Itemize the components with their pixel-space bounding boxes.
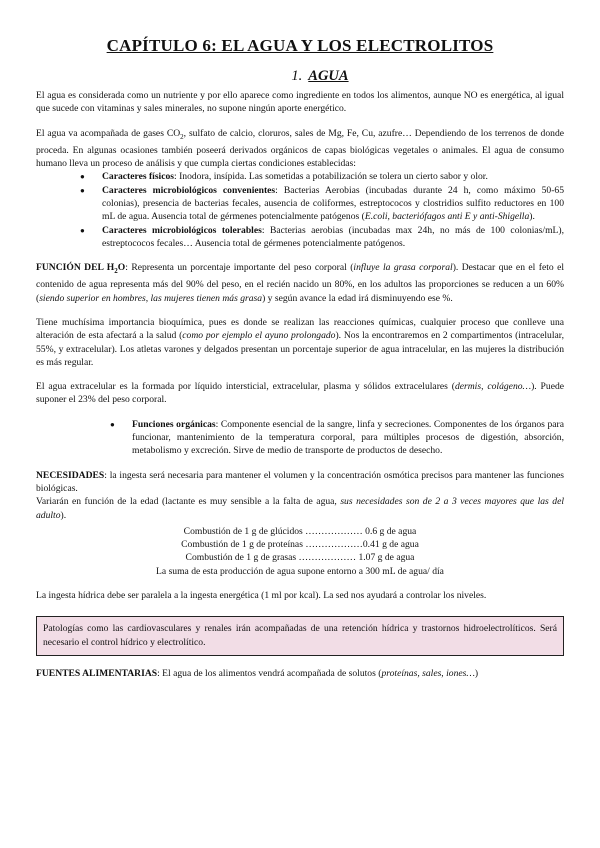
characters-list [36,170,564,250]
funcion-paragraph: FUNCIÓN DEL $H_2O$: Representa un porcentaje importante del peso corporal (influye la grasa corporal). Destacar que en el feto el contenido de agua representa más del 90% del peso, en el recién nacido un 80%, en los adultos las proporciones se reducen a un 60% (siendo superior en hombres, las mujeres tienen más grasa) y según avance la edad irá disminuyendo ese %. [36,262,564,304]
importancia-paragraph: Tiene muchísima importancia bioquímica, pues es donde se realizan las reacciones químicas, cualquier proceso que conlleve una alteración de esta afectará a la salud (como por ejemplo el ayuno prolongado). Nos la encontraremos en 2 compartimentos (intracelular, 55%, y extracelular). Los atletas varones y delgados presentan un porcentaje superior de agua intracelular, en las mujeres la distribución es más regular. [36,316,564,368]
combustion-total: La suma de esta producción de agua supone entorno a 300 mL de agua/ día [156,565,444,577]
note-box [36,616,564,656]
combustion-line: Combustión de 1 g de proteínas ………………0.41 g de agua [181,539,419,551]
intro-paragraph: El agua es considerada como un nutriente y por ello aparece como ingrediente en todos los alimentos, aunque NO es energética, al igual que sucede con vitaminas y sales minerales, no supone ningún aporte energético. [36,90,564,115]
section-number: 1. [291,68,303,84]
list-item: ● Funciones orgánicas: Componente esencial de la sangre, linfa y secreciones. Componentes de los órganos para funcionar, mantenimiento de la temperatura corporal, para múltiples procesos de digestión, absorción, metabolismo y excreción. Sirve de medio de transporte de productos de desecho. [132,418,564,458]
fuentes-paragraph: FUENTES ALIMENTARIAS: El agua de los alimentos vendrá acompañada de solutos (proteínas, sales, iones…) [36,667,479,679]
combustion-table [36,525,564,578]
ingesta-paragraph: La ingesta hídrica debe ser paralela a la ingesta energética (1 ml por kcal). La sed nos ayudará a controlar los niveles. [36,590,487,602]
combustion-line: Combustión de 1 g de grasas ……………… 1.07 g de agua [185,552,415,564]
organicas-list [36,418,564,458]
gases-paragraph: El agua va acompañada de gases $CO_2$, sulfato de calcio, cloruros, sales de Mg, Fe, Cu, azufre… Dependiendo de los terrenos de donde proceda. En algunas ocasiones también poseerá derivados orgánicos de capas biológicas vegetales o animales. El agua de consumo humano lleva un proceso de análisis y que cumpla ciertas condiciones establecidas: [36,127,565,170]
combustion-line: Combustión de 1 g de glúcidos ……………… 0.6 g de agua [183,525,417,537]
note-text: Patologías como las cardiovasculares y renales irán acompañadas de una retención hídrica y trastornos hidroelectrolíticos. Será necesario el control hídrico y electrolítico. [43,623,557,648]
list-item: ● Caracteres físicos: Inodora, insípida. Las sometidas a potabilización se tolera un cierto sabor y olor. [102,170,564,183]
extracelular-paragraph: El agua extracelular es la formada por líquido intersticial, extracelular, plasma y sólidos extracelulares (dermis, colágeno…). Puede suponer el 23% del peso corporal. [36,381,565,406]
section-heading [36,68,564,85]
list-item: ● Caracteres microbiológicos convenientes: Bacterias Aerobias (incubadas durante 24 h, como máximo 50-65 colonias), presencia de bacterias fecales, ausencia de coliformes, estreptococos y clostridios sulfito reductores en 100 mL de agua. Ausencia total de gérmenes potencialmente patógenos (E.coli, bacteriófagos anti E y anti-Shigella). [102,184,564,224]
section-title: AGUA [308,68,349,84]
document-page [36,36,564,680]
necesidades-paragraph: NECESIDADES: la ingesta será necesaria para mantener el volumen y la concentración osmótica precisos para mantener las funciones biológicas. Variarán en función de la edad (lactante es muy sensible a la falta de agua, sus necesidades son de 2 a 3 veces mayores que las del adulto). [36,469,564,521]
list-item: ● Caracteres microbiológicos tolerables: Bacterias aerobias (incubadas max 24h, no más de 100 colonias/mL), estreptococos fecales… Ausencia total de gérmenes potencialmente patógenos. [102,224,564,251]
chapter-title: CAPÍTULO 6: EL AGUA Y LOS ELECTROLITOS [106,36,494,55]
